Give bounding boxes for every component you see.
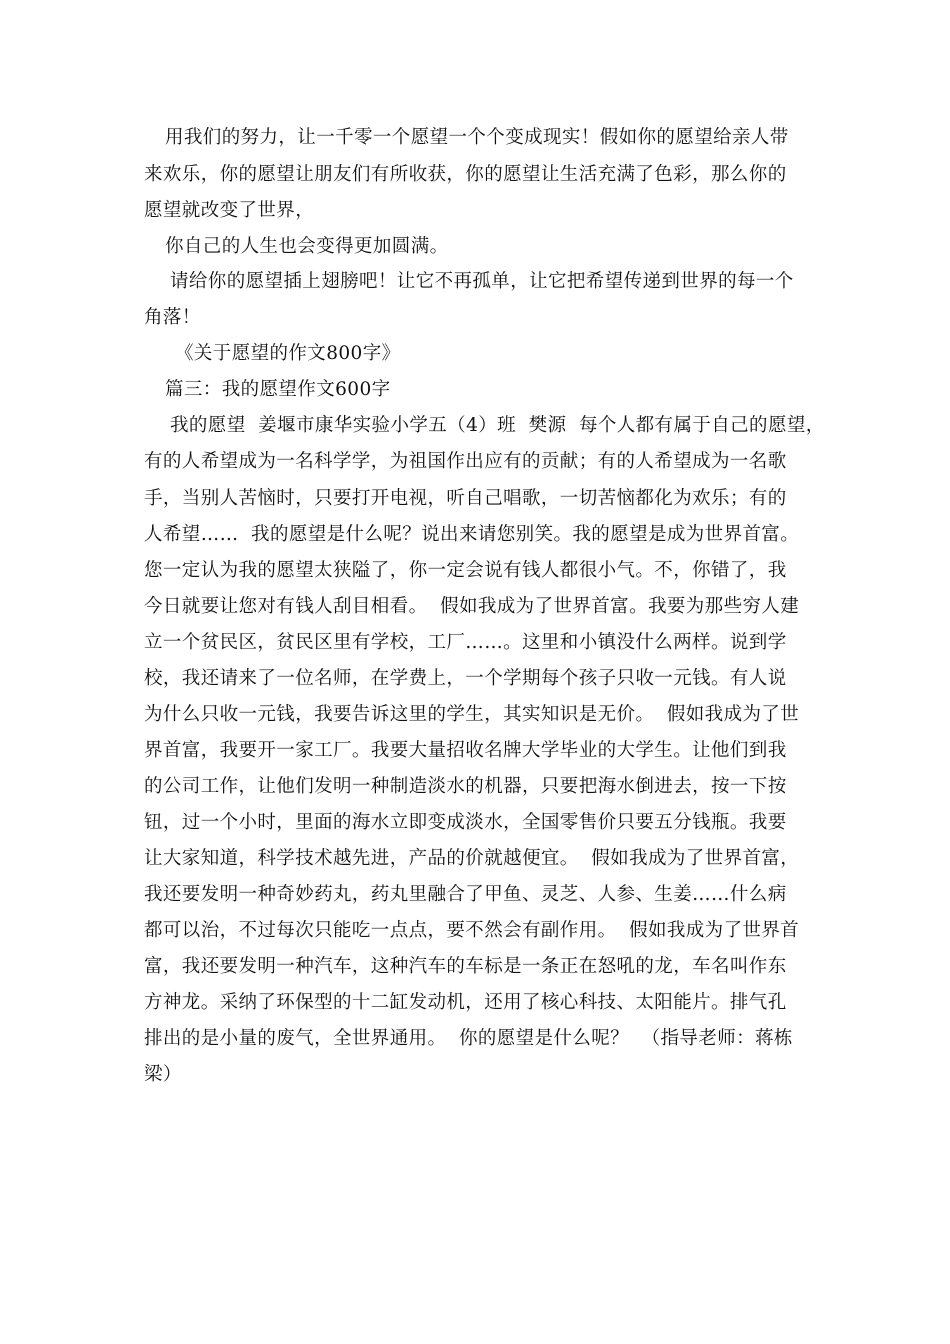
text-line: 我还要发明一种奇妙药丸，药丸里融合了甲鱼、灵芝、人参、生姜……什么病 — [144, 884, 787, 905]
text-line: 校，我还请来了一位名师，在学费上，一个学期每个孩子只收一元钱。有人说 — [144, 668, 787, 689]
text-line: 让大家知道，科学技术越先进，产品的价就越便宜。 假如我成为了世界首富， — [144, 848, 800, 869]
text-line: 梁） — [144, 1064, 182, 1085]
text-line: 立一个贫民区，贫民区里有学校，工厂……。这里和小镇没什么两样。说到学 — [144, 632, 787, 653]
text-line: 来欢乐，你的愿望让朋友们有所收获，你的愿望让生活充满了色彩，那么你的 — [144, 164, 787, 185]
text-line: 请给你的愿望插上翅膀吧！让它不再孤单，让它把希望传递到世界的每一个 — [170, 271, 794, 292]
text-line: 今日就要让您对有钱人刮目相看。 假如我成为了世界首富。我要为那些穷人建 — [144, 596, 800, 617]
section-title: 《关于愿望的作文800字》 — [175, 343, 401, 364]
section-heading: 篇三：我的愿望作文600字 — [165, 379, 391, 400]
text-line: 钮，过一个小时，里面的海水立即变成淡水，全国零售价只要五分钱瓶。我要 — [144, 812, 787, 833]
text-line: 方神龙。采纳了环保型的十二缸发动机，还用了核心科技、太阳能片。排气孔 — [144, 992, 787, 1013]
text-line: 用我们的努力，让一千零一个愿望一个个变成现实！假如你的愿望给亲人带 — [165, 127, 789, 148]
text-line: 我的愿望 姜堰市康华实验小学五（4）班 樊源 每个人都有属于自己的愿望， — [170, 415, 825, 436]
text-line: 富，我还要发明一种汽车，这种汽车的车标是一条正在怒吼的龙，车名叫作东 — [144, 956, 787, 977]
text-line: 排出的是小量的废气，全世界通用。 你的愿望是什么呢？ （指导老师：蒋栋 — [144, 1028, 793, 1049]
text-line: 你自己的人生也会变得更加圆满。 — [165, 236, 449, 257]
text-line: 都可以治，不过每次只能吃一点点，要不然会有副作用。 假如我成为了世界首 — [144, 920, 800, 941]
text-line: 为什么只收一元钱，我要告诉这里的学生，其实知识是无价。 假如我成为了世 — [144, 704, 800, 725]
text-line: 有的人希望成为一名科学学，为祖国作出应有的贡献；有的人希望成为一名歌 — [144, 451, 787, 472]
text-line: 的公司工作，让他们发明一种制造淡水的机器，只要把海水倒进去，按一下按 — [144, 776, 787, 797]
text-line: 愿望就改变了世界， — [144, 200, 315, 221]
text-line: 界首富，我要开一家工厂。我要大量招收名牌大学毕业的大学生。让他们到我 — [144, 740, 787, 761]
text-line: 手，当别人苦恼时，只要打开电视，听自己唱歌，一切苦恼都化为欢乐；有的 — [144, 488, 787, 509]
text-line: 您一定认为我的愿望太狭隘了，你一定会说有钱人都很小气。不，你错了，我 — [144, 560, 787, 581]
text-line: 人希望…… 我的愿望是什么呢？说出来请您别笑。我的愿望是成为世界首富。 — [144, 524, 800, 545]
text-line: 角落！ — [144, 307, 201, 328]
